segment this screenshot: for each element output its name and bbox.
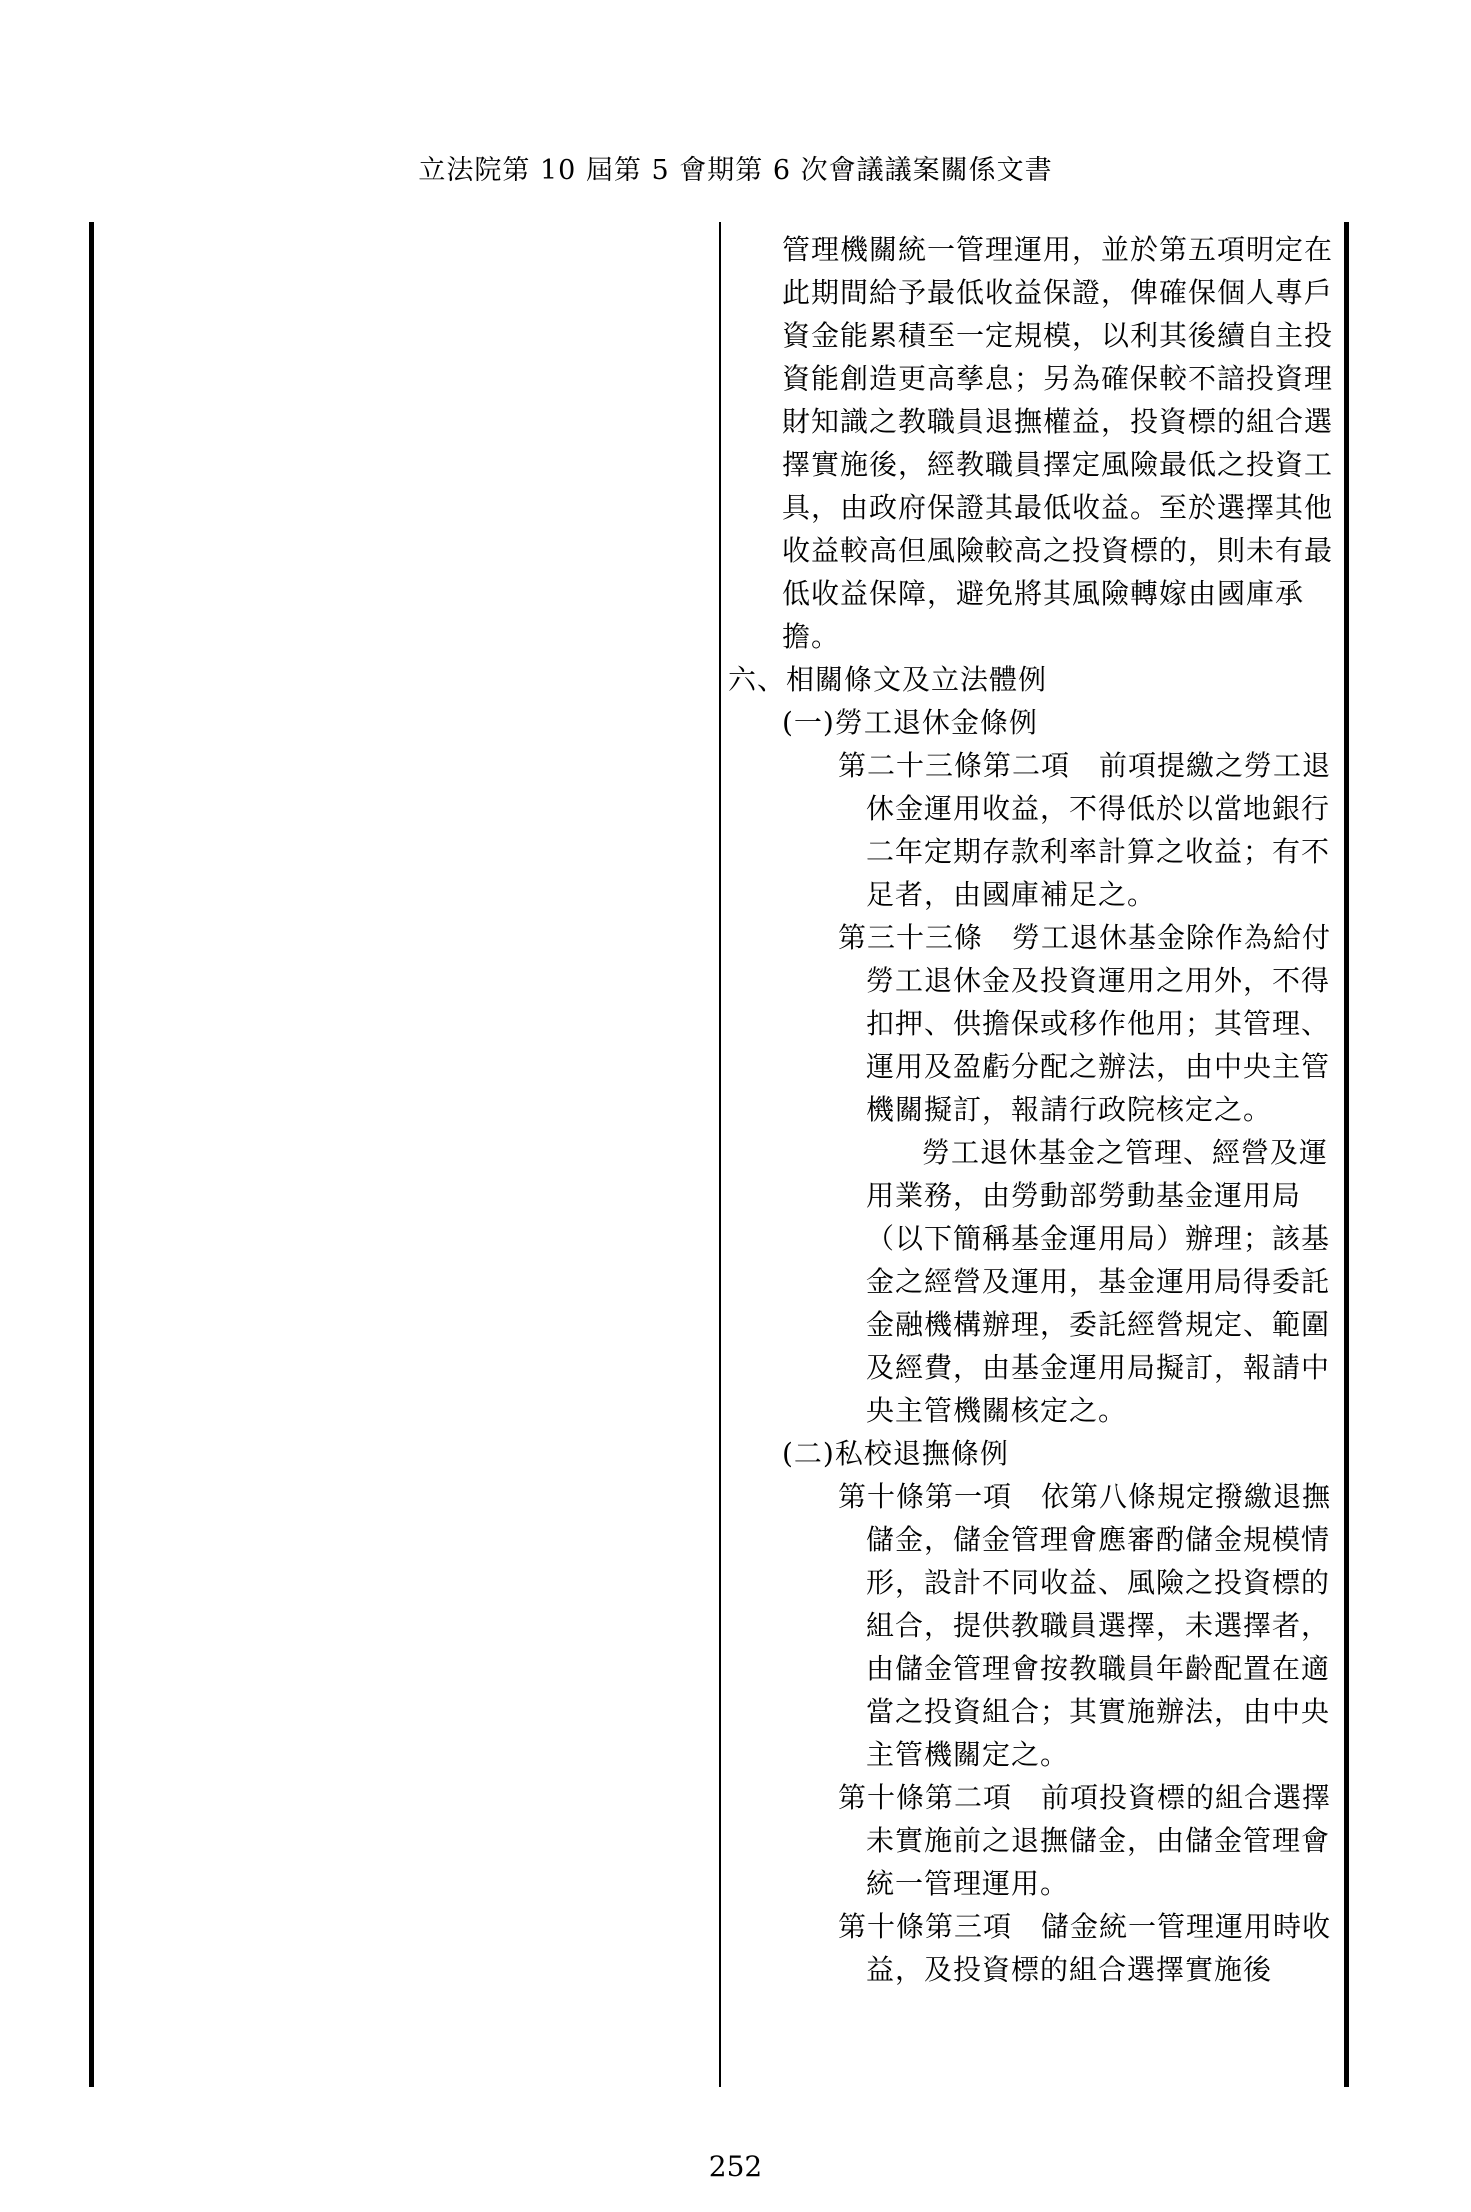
article-10-para-3: 第十條第三項 儲金統一管理運用時收益，及投資標的組合選擇實施後 bbox=[838, 1910, 1332, 1986]
left-border-rule bbox=[89, 222, 94, 2087]
article-33-para-2: 勞工退休基金之管理、經營及運用業務，由勞動部勞動基金運用局（以下簡稱基金運用局）辦理；該基金之經營及運用，基金運用局得委託金融機構辦理，委託經營規定、範圍及經費，由基金運用局擬訂，報請中央主管機關核定之。 bbox=[866, 1136, 1331, 1427]
article-33: 第三十三條 勞工退休基金除作為給付勞工退休金及投資運用之用外，不得扣押、供擔保或移作他用；其管理、運用及盈虧分配之辦法，由中央主管機關擬訂，報請行政院核定之。 bbox=[838, 921, 1332, 1126]
section-heading: 六、相關條文及立法體例 bbox=[728, 663, 1048, 696]
middle-divider-rule bbox=[719, 222, 721, 2087]
article-23-para-2: 第二十三條第二項 前項提繳之勞工退休金運用收益，不得低於以當地銀行二年定期存款利率計算之收益；有不足者，由國庫補足之。 bbox=[838, 749, 1332, 911]
intro-paragraph: 管理機關統一管理運用，並於第五項明定在此期間給予最低收益保證，俾確保個人專戶資金能累積至一定規模，以利其後續自主投資能創造更高孳息；另為確保較不諳投資理財知識之教職員退撫權益，投資標的組合選擇實施後，經教職員擇定風險最低之投資工具，由政府保證其最低收益。至於選擇其他收益較高但風險較高之投資標的，則未有最低收益保障，避免將其風險轉嫁由國庫承擔。 bbox=[782, 233, 1334, 653]
subsection-heading-private-school: (二)私校退撫條例 bbox=[782, 1437, 1009, 1470]
document-header: 立法院第 10 屆第 5 會期第 6 次會議議案關係文書 bbox=[418, 155, 1053, 186]
article-10-para-1: 第十條第一項 依第八條規定撥繳退撫儲金，儲金管理會應審酌儲金規模情形，設計不同收益、風險之投資標的組合，提供教職員選擇，未選擇者，由儲金管理會按教職員年齡配置在適當之投資組合；其實施辦法，由中央主管機關定之。 bbox=[838, 1480, 1332, 1771]
page-number: 252 bbox=[708, 2150, 763, 2183]
right-column-text bbox=[728, 228, 1340, 1991]
subsection-heading-labor-pension: (一)勞工退休金條例 bbox=[782, 706, 1038, 739]
right-border-rule bbox=[1344, 222, 1349, 2087]
article-10-para-2: 第十條第二項 前項投資標的組合選擇未實施前之退撫儲金，由儲金管理會統一管理運用。 bbox=[838, 1781, 1332, 1900]
